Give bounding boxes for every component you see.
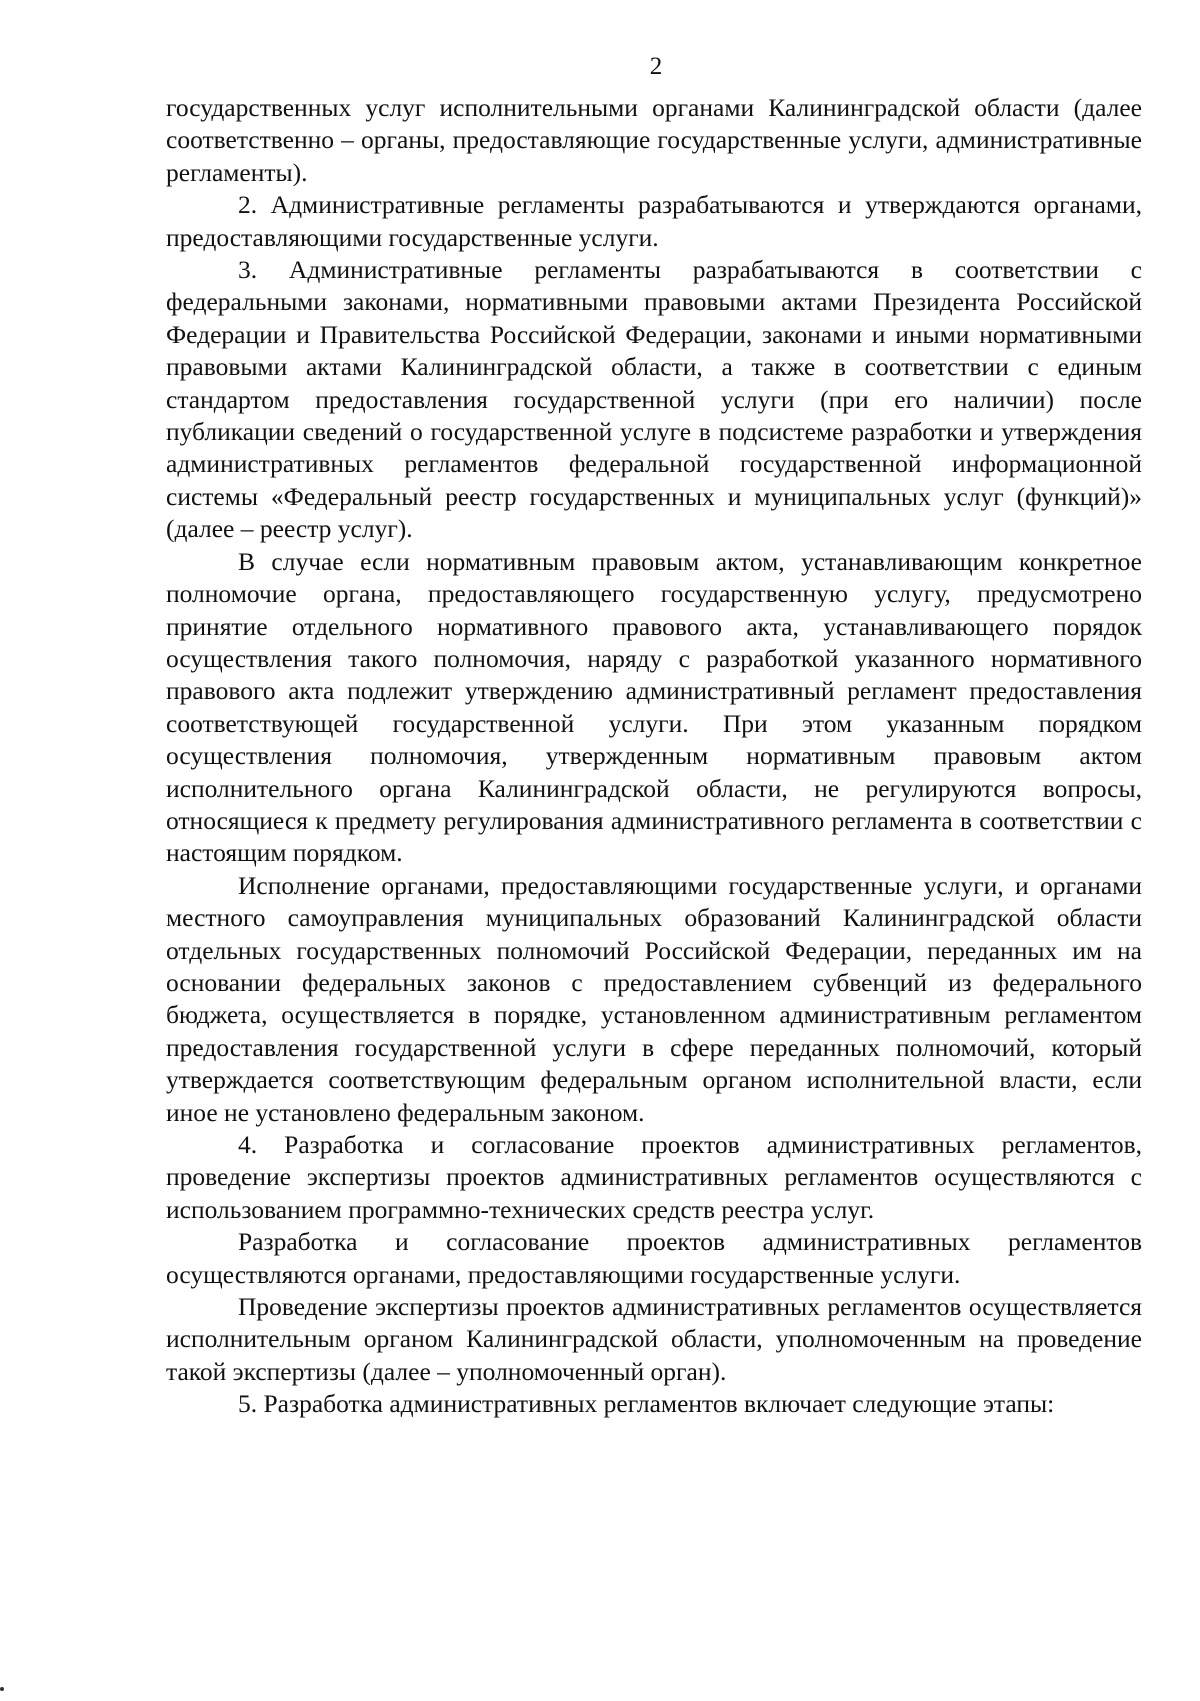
paragraph-item-2: 2. Административные регламенты разрабатываются и утверждаются органами, предоставляющими государственные услуги. xyxy=(166,190,1142,252)
paragraph-item-4: 4. Разработка и согласование проектов административных регламентов, проведение экспертизы проектов административных регламентов осуществляются с использованием программно-технических средств реестра услуг. xyxy=(166,1130,1142,1224)
paragraph-item-3: 3. Административные регламенты разрабатываются в соответствии с федеральными законами, нормативными правовыми актами Президента Российской Федерации и Правительства Российской Федерации, законами и иными нормативными правовыми актами Калининградской области, а также в соответствии с единым стандартом предоставления государственной услуги (при его наличии) после публикации сведений о государственной услуге в подсистеме разработки и утверждения административных регламентов федеральной государственной информационной системы «Федеральный реестр государственных и муниципальных услуг (функций)» (далее – реестр услуг). xyxy=(166,255,1142,544)
page-number: 2 xyxy=(649,53,663,80)
scan-artifact xyxy=(0,1687,4,1691)
document-body xyxy=(166,92,1142,1421)
paragraph-item-3-execution: Исполнение органами, предоставляющими государственные услуги, и органами местного самоуправления муниципальных образований Калининградской области отдельных государственных полномочий Российской Федерации, переданных им на основании федеральных законов с предоставлением субвенций из федерального бюджета, осуществляется в порядке, установленном административным регламентом предоставления государственной услуги в сфере переданных полномочий, который утверждается соответствующим федеральным органом исполнительной власти, если иное не установлено федеральным законом. xyxy=(166,870,1142,1127)
paragraph-item-3-case: В случае если нормативным правовым актом, устанавливающим конкретное полномочие органа, предоставляющего государственную услугу, предусмотрено принятие отдельного нормативного правового акта, устанавливающего порядок осуществления такого полномочия, наряду с разработкой указанного нормативного правового акта подлежит утверждению административный регламент предоставления соответствующей государственной услуги. При этом указанным порядком осуществления полномочия, утвержденным нормативным правовым актом исполнительного органа Калининградской области, не регулируются вопросы, относящиеся к предмету регулирования административного регламента в соответствии с настоящим порядком. xyxy=(166,546,1142,868)
paragraph-continuation: государственных услуг исполнительными органами Калининградской области (далее соответственно – органы, предоставляющие государственные услуги, административные регламенты). xyxy=(166,93,1142,187)
paragraph-item-5: 5. Разработка административных регламентов включает следующие этапы: xyxy=(238,1389,1055,1419)
paragraph-item-4-development: Разработка и согласование проектов административных регламентов осуществляются органами, предоставляющими государственные услуги. xyxy=(166,1227,1142,1289)
paragraph-item-4-expertise: Проведение экспертизы проектов административных регламентов осуществляется исполнительным органом Калининградской области, уполномоченным на проведение такой экспертизы (далее – уполномоченный орган). xyxy=(166,1292,1142,1386)
